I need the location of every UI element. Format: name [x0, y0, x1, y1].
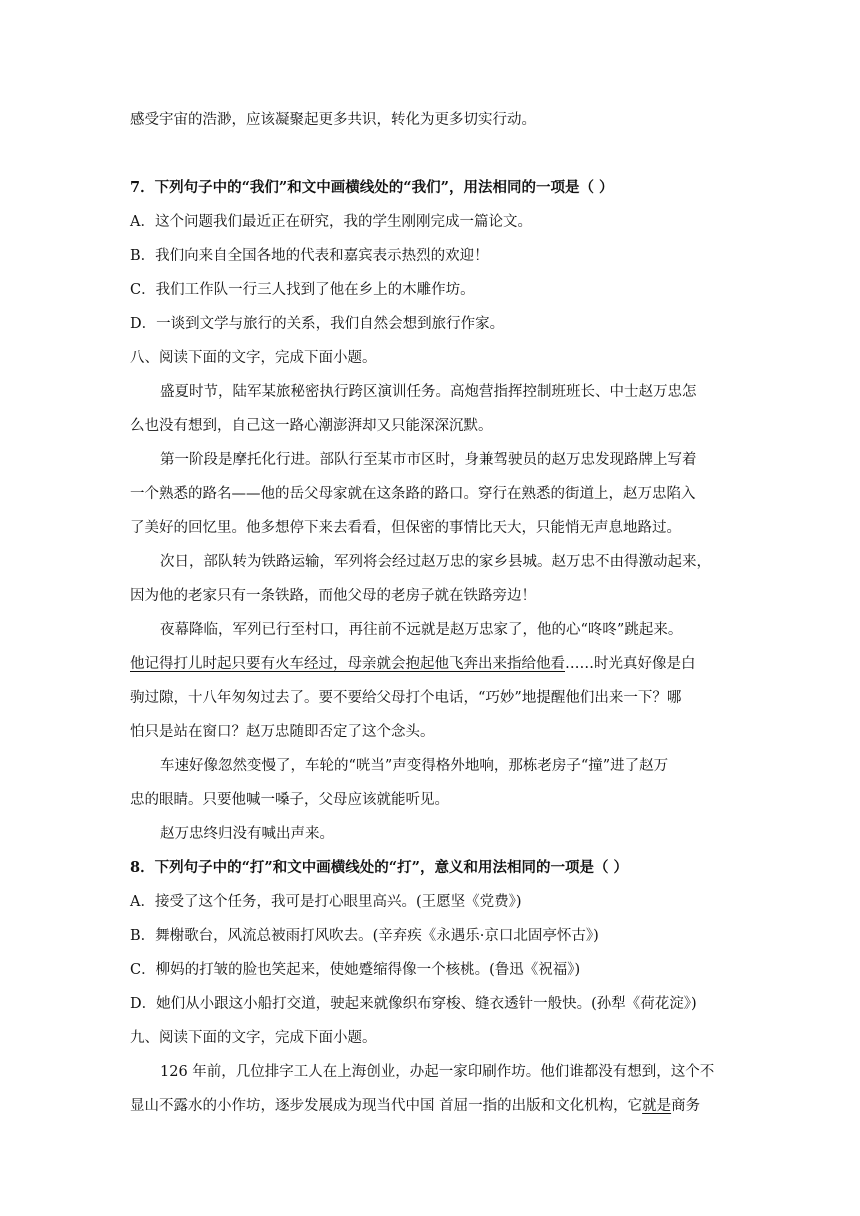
underlined-word: 就是	[642, 1098, 672, 1114]
passage-paragraph-line: 因为他的老家只有一条铁路，而他父母的老房子就在铁路旁边！	[130, 588, 536, 604]
passage-paragraph-line: 第一阶段是摩托化行进。部队行至某市市区时，身兼驾驶员的赵万忠发现路牌上写着	[160, 452, 697, 468]
passage-paragraph-line: 驹过隙，十八年匆匆过去了。要不要给父母打个电话，“巧妙”地提醒他们出来一下？哪	[130, 690, 682, 706]
passage-paragraph-line: 夜幕降临，军列已行至村口，再往前不远就是赵万忠家了，他的心“咚咚”跳起来。	[160, 622, 683, 638]
passage-paragraph-line: 盛夏时节，陆军某旅秘密执行跨区演训任务。高炮营指挥控制班班长、中士赵万忠怎	[160, 384, 697, 400]
section-8-heading: 八、阅读下面的文字，完成下面小题。	[130, 350, 377, 366]
passage-paragraph-line: 赵万忠终归没有喊出声来。	[160, 826, 334, 842]
question-8-option-d: D．她们从小跟这小船打交道，驶起来就像织布穿梭、缝衣透针一般快。(孙犁《荷花淀》)	[130, 996, 697, 1012]
passage-paragraph-line: 忠的眼睛。只要他喊一嗓子，父母应该就能听见。	[130, 792, 449, 808]
text-span: 显山不露水的小作坊，逐步发展成为现当代中国 首屈一指的出版和文化机构，它	[130, 1098, 643, 1114]
passage-paragraph-line: 车速好像忽然变慢了，车轮的“咣当”声变得格外地响，那栋老房子“撞”进了赵万	[160, 758, 669, 774]
question-8-stem: 8．下列句子中的“打”和文中画横线处的“打”，意义和用法相同的一项是（ ）	[130, 859, 628, 876]
question-7-option-a: A．这个问题我们最近正在研究，我的学生刚刚完成一篇论文。	[130, 214, 532, 230]
question-7-stem: 7．下列句子中的“我们”和文中画横线处的“我们”，用法相同的一项是（ ）	[130, 179, 614, 196]
passage-paragraph-line: 怕只是站在窗口？赵万忠随即否定了这个念头。	[130, 724, 435, 740]
question-7-option-d: D．一谈到文学与旅行的关系，我们自然会想到旅行作家。	[130, 316, 505, 332]
question-7-option-c: C．我们工作队一行三人找到了他在乡上的木雕作坊。	[130, 282, 475, 298]
passage-paragraph-line: 次日，部队转为铁路运输，军列将会经过赵万忠的家乡县城。赵万忠不由得激动起来，	[160, 554, 711, 570]
passage-paragraph-line	[130, 654, 696, 674]
question-7-option-b: B．我们向来自全国各地的代表和嘉宾表示热烈的欢迎！	[130, 248, 489, 264]
section-9-heading: 九、阅读下面的文字，完成下面小题。	[130, 1030, 377, 1046]
question-8-option-a: A．接受了这个任务，我可是打心眼里高兴。(王愿坚《党费》)	[130, 894, 522, 910]
question-8-option-c: C．柳妈的打皱的脸也笑起来，使她蹙缩得像一个核桃。(鲁迅《祝福》)	[130, 962, 581, 978]
text-span: ……时光真好像是白	[565, 656, 696, 672]
underlined-sentence: 他记得打儿时起只要有火车经过，母亲就会抱起他飞奔出来指给他看	[130, 656, 565, 672]
question-8-option-b: B．舞榭歌台，风流总被雨打风吹去。(辛弃疾《永遇乐·京口北固亭怀古》)	[130, 928, 599, 944]
text-span: 商务	[671, 1098, 701, 1114]
passage-paragraph-line: 一个熟悉的路名——他的岳父母家就在这条路的路口。穿行在熟悉的街道上，赵万忠陷入	[130, 486, 696, 502]
passage-paragraph-line: 了美好的回忆里。他多想停下来去看看，但保密的事情比天大，只能悄无声息地路过。	[130, 520, 681, 536]
passage-paragraph-line: 126 年前，几位排字工人在上海创业，办起一家印刷作坊。他们谁都没有想到，这个不	[160, 1064, 715, 1080]
passage-paragraph-line	[130, 1096, 700, 1116]
text-line: 感受宇宙的浩渺，应该凝聚起更多共识，转化为更多切实行动。	[130, 112, 536, 128]
passage-paragraph-line: 么也没有想到，自己这一路心潮澎湃却又只能深深沉默。	[130, 418, 493, 434]
